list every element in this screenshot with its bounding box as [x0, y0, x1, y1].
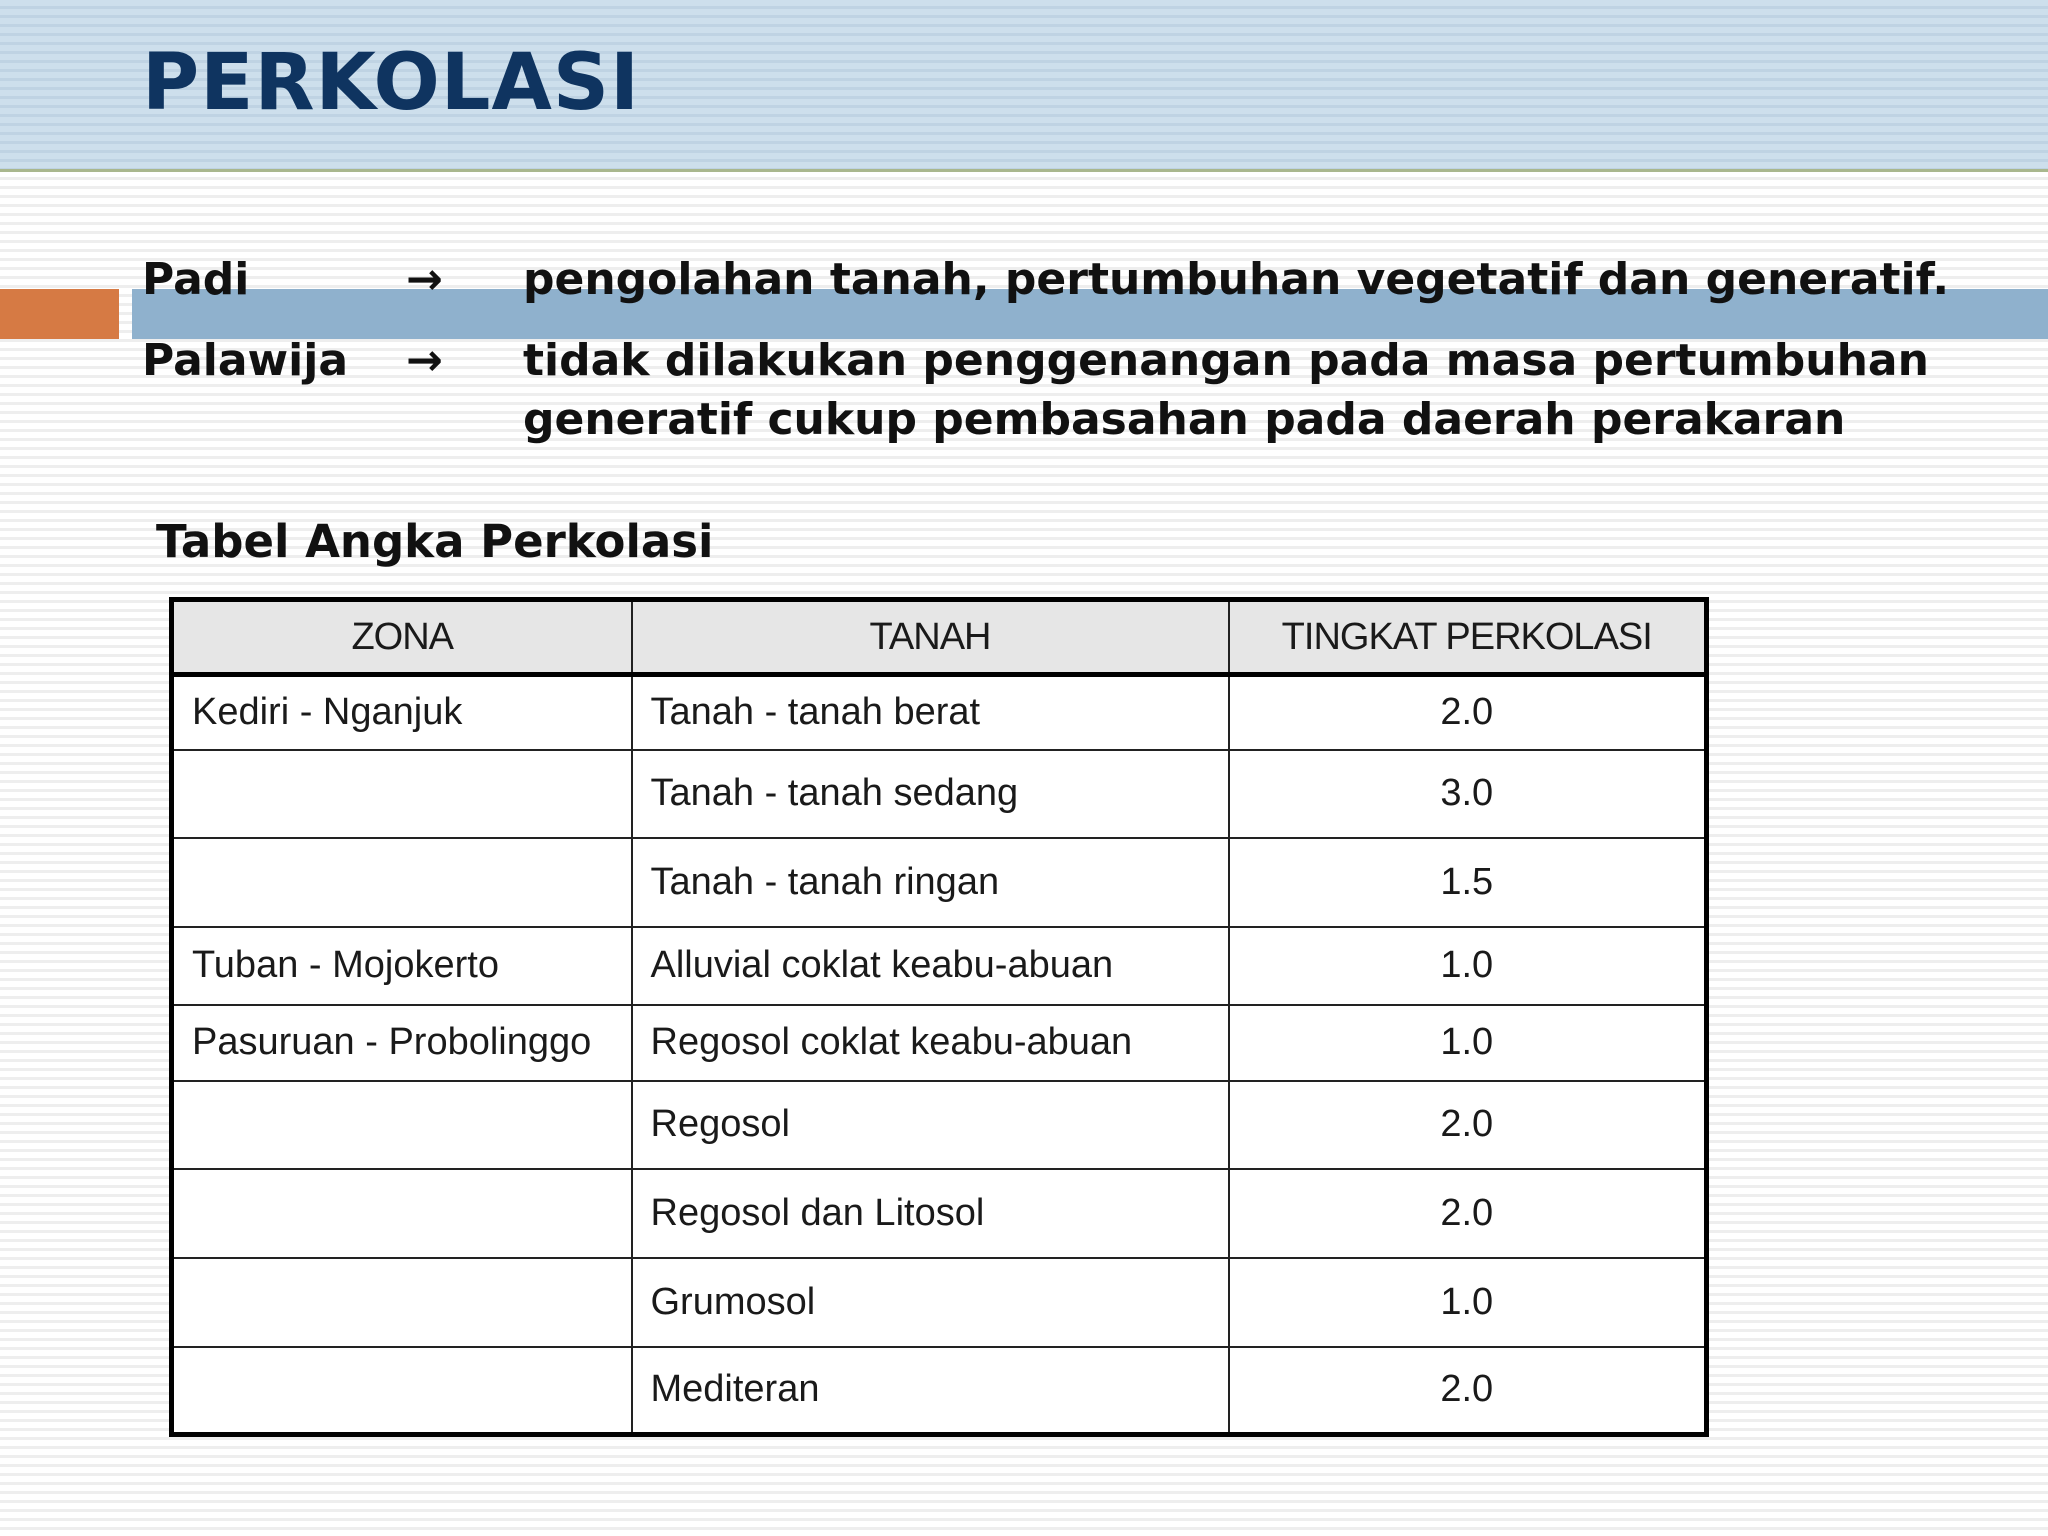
table-row: [172, 1347, 1707, 1435]
cell-tingkat: 2.0: [1229, 1347, 1707, 1435]
cell-zona: [172, 1347, 632, 1435]
cell-tanah: Regosol dan Litosol: [632, 1169, 1229, 1258]
table-row: [172, 1258, 1707, 1347]
bullet-term: Padi: [142, 254, 250, 305]
table-caption: Tabel Angka Perkolasi: [156, 515, 714, 568]
cell-zona: [172, 750, 632, 838]
bullet-term: Palawija: [142, 335, 349, 386]
cell-tingkat: 1.5: [1229, 838, 1707, 927]
table-row: [172, 1169, 1707, 1258]
bullet-description: pengolahan tanah, pertumbuhan vegetatif dan generatif.: [523, 254, 1950, 305]
cell-tingkat: 1.0: [1229, 927, 1707, 1005]
column-header-zona: ZONA: [172, 600, 632, 675]
cell-tingkat: 1.0: [1229, 1005, 1707, 1081]
cell-tingkat: 2.0: [1229, 675, 1707, 750]
cell-tanah: Mediteran: [632, 1347, 1229, 1435]
cell-zona: Pasuruan - Probolinggo: [172, 1005, 632, 1081]
arrow-icon: →: [406, 254, 443, 305]
cell-tanah: Tanah - tanah ringan: [632, 838, 1229, 927]
table-row: [172, 750, 1707, 838]
arrow-icon: →: [406, 335, 443, 386]
cell-tingkat: 3.0: [1229, 750, 1707, 838]
column-header-tanah: TANAH: [632, 600, 1229, 675]
cell-zona: [172, 838, 632, 927]
percolation-table: [169, 597, 1709, 1437]
table-row: [172, 927, 1707, 1005]
page-title: PERKOLASI: [142, 38, 641, 128]
cell-tingkat: 1.0: [1229, 1258, 1707, 1347]
cell-zona: [172, 1258, 632, 1347]
table-row: [172, 838, 1707, 927]
cell-zona: Tuban - Mojokerto: [172, 927, 632, 1005]
table-header-row: [172, 600, 1707, 675]
table-row: [172, 675, 1707, 750]
cell-zona: [172, 1169, 632, 1258]
table-row: [172, 1081, 1707, 1169]
cell-tanah: Regosol: [632, 1081, 1229, 1169]
bullet-description-continued: generatif cukup pembasahan pada daerah perakaran: [523, 394, 1846, 445]
cell-tanah: Grumosol: [632, 1258, 1229, 1347]
cell-tingkat: 2.0: [1229, 1169, 1707, 1258]
column-header-tingkat: TINGKAT PERKOLASI: [1229, 600, 1707, 675]
cell-tanah: Tanah - tanah sedang: [632, 750, 1229, 838]
table-row: [172, 1005, 1707, 1081]
cell-tanah: Regosol coklat keabu-abuan: [632, 1005, 1229, 1081]
cell-zona: Kediri - Nganjuk: [172, 675, 632, 750]
accent-bar-orange: [0, 289, 119, 339]
cell-tanah: Tanah - tanah berat: [632, 675, 1229, 750]
title-band: [0, 0, 2048, 172]
cell-zona: [172, 1081, 632, 1169]
cell-tanah: Alluvial coklat keabu-abuan: [632, 927, 1229, 1005]
bullet-description: tidak dilakukan penggenangan pada masa pertumbuhan: [523, 335, 1929, 386]
cell-tingkat: 2.0: [1229, 1081, 1707, 1169]
